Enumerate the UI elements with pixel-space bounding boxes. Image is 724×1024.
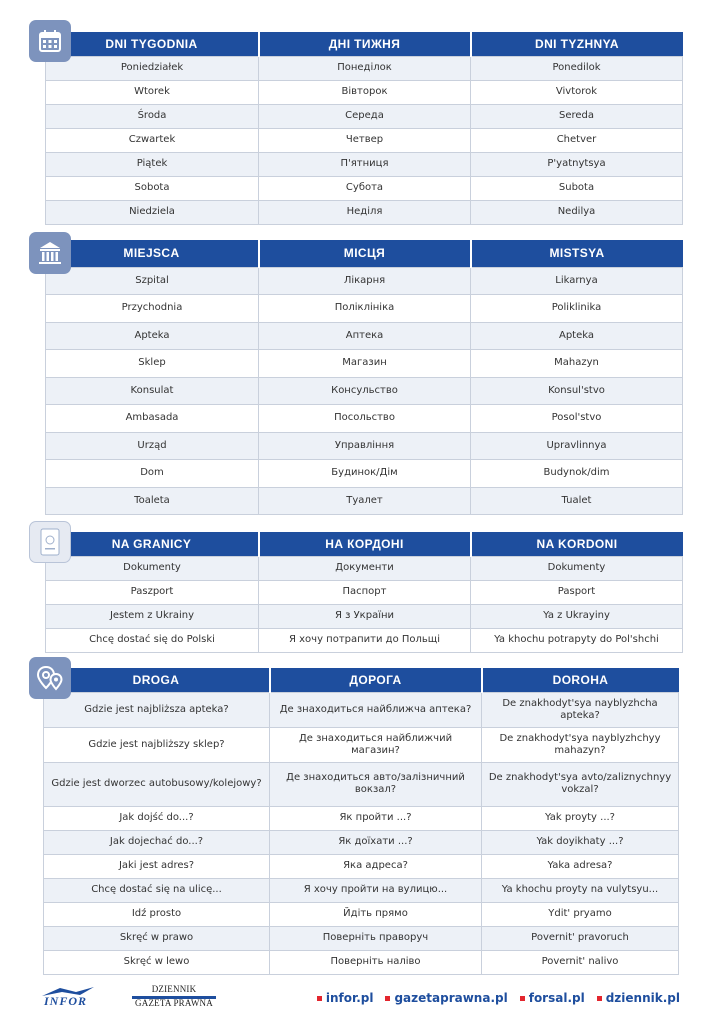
cell-translit: De znakhodyt'sya avto/zaliznychnyy vokzal? (482, 762, 679, 806)
header-pl: DNI TYGODNIA (46, 32, 259, 56)
cell-pl: Skręć w prawo (44, 926, 270, 950)
table-row (44, 854, 679, 878)
link-dziennik-label: dziennik.pl (605, 991, 680, 1005)
cell-translit: Yaka adresa? (482, 854, 679, 878)
cell-pl: Jestem z Ukrainy (46, 604, 259, 628)
header-pl: DROGA (44, 668, 270, 692)
cell-pl: Chcę dostać się do Polski (46, 628, 259, 652)
cell-ua: Субота (259, 176, 471, 200)
table-row (46, 350, 683, 378)
link-forsal-label: forsal.pl (528, 991, 585, 1005)
table-row (46, 128, 683, 152)
cell-ua: Туалет (259, 487, 471, 515)
cell-pl: Jak dojechać do...? (44, 830, 270, 854)
cell-translit: Konsul'stvo (471, 377, 683, 405)
cell-ua: Вівторок (259, 80, 471, 104)
cell-pl: Toaleta (46, 487, 259, 515)
link-forsal[interactable] (520, 991, 585, 1005)
header-translit: NA KORDONI (471, 532, 683, 556)
header-translit: DOROHA (482, 668, 679, 692)
cell-ua: Де знаходиться авто/залізничний вокзал? (270, 762, 482, 806)
cell-pl: Gdzie jest najbliższa apteka? (44, 692, 270, 727)
dgp-logo (132, 984, 216, 1012)
bullet-square-icon (597, 996, 602, 1001)
map-pin-icon (29, 657, 71, 699)
cell-ua: Лікарня (259, 267, 471, 295)
cell-ua: Я хочу потрапити до Польщі (259, 628, 471, 652)
link-infor-label: infor.pl (325, 991, 374, 1005)
table-row (44, 727, 679, 762)
cell-pl: Środa (46, 104, 259, 128)
cell-ua: Де знаходиться найближча аптека? (270, 692, 482, 727)
cell-ua: Поверніть наліво (270, 950, 482, 974)
header-pl: MIEJSCA (46, 240, 259, 267)
cell-pl: Gdzie jest najbliższy sklep? (44, 727, 270, 762)
table-days (45, 32, 683, 225)
cell-ua: Як пройти ...? (270, 806, 482, 830)
table-row (46, 267, 683, 295)
cell-translit: Ya z Ukrayiny (471, 604, 683, 628)
table-row (46, 295, 683, 323)
cell-ua: Будинок/Дім (259, 460, 471, 488)
footer-links (317, 991, 680, 1005)
calendar-icon (29, 20, 71, 62)
table-row (46, 487, 683, 515)
header-ua: ДНІ ТИЖНЯ (259, 32, 471, 56)
table-row (44, 902, 679, 926)
table-row (46, 200, 683, 224)
table-row (44, 926, 679, 950)
cell-translit: Chetver (471, 128, 683, 152)
cell-ua: Аптека (259, 322, 471, 350)
cell-pl: Idź prosto (44, 902, 270, 926)
cell-ua: Я хочу пройти на вулицю... (270, 878, 482, 902)
cell-ua: Середа (259, 104, 471, 128)
cell-translit: Ya khochu proyty na vulytsyu... (482, 878, 679, 902)
table-directions (43, 668, 679, 975)
header-ua: ДОРОГА (270, 668, 482, 692)
cell-translit: Povernit' nalivo (482, 950, 679, 974)
cell-ua: Паспорт (259, 580, 471, 604)
table-row (46, 104, 683, 128)
table-row (44, 878, 679, 902)
cell-pl: Poniedziałek (46, 56, 259, 80)
cell-translit: Subota (471, 176, 683, 200)
table-row (46, 322, 683, 350)
cell-ua: Понеділок (259, 56, 471, 80)
cell-pl: Przychodnia (46, 295, 259, 323)
cell-ua: Як доїхати ...? (270, 830, 482, 854)
cell-ua: Я з України (259, 604, 471, 628)
link-gazetaprawna-label: gazetaprawna.pl (394, 991, 508, 1005)
cell-pl: Sobota (46, 176, 259, 200)
cell-translit: Apteka (471, 322, 683, 350)
header-translit: MISTSYA (471, 240, 683, 267)
cell-pl: Paszport (46, 580, 259, 604)
cell-translit: Likarnya (471, 267, 683, 295)
cell-pl: Dom (46, 460, 259, 488)
link-gazetaprawna[interactable] (385, 991, 507, 1005)
table-row (46, 460, 683, 488)
cell-translit: Tualet (471, 487, 683, 515)
cell-translit: Mahazyn (471, 350, 683, 378)
table-row (46, 405, 683, 433)
cell-ua: Де знаходиться найближчий магазин? (270, 727, 482, 762)
table-border (45, 532, 683, 653)
cell-pl: Apteka (46, 322, 259, 350)
header-pl: NA GRANICY (46, 532, 259, 556)
table-row (46, 176, 683, 200)
cell-pl: Dokumenty (46, 556, 259, 580)
cell-translit: Nedilya (471, 200, 683, 224)
cell-translit: Ya khochu potrapyty do Pol'shchi (471, 628, 683, 652)
cell-ua: Магазин (259, 350, 471, 378)
cell-ua: Документи (259, 556, 471, 580)
table-row (46, 556, 683, 580)
table-row (46, 604, 683, 628)
cell-translit: Yak proyty ...? (482, 806, 679, 830)
cell-pl: Sklep (46, 350, 259, 378)
cell-ua: Поверніть праворуч (270, 926, 482, 950)
cell-pl: Chcę dostać się na ulicę... (44, 878, 270, 902)
cell-translit: De znakhodyt'sya nayblyzhcha apteka? (482, 692, 679, 727)
cell-translit: Pasport (471, 580, 683, 604)
cell-translit: Poliklinika (471, 295, 683, 323)
cell-ua: П'ятниця (259, 152, 471, 176)
table-row (46, 580, 683, 604)
cell-pl: Jak dojść do...? (44, 806, 270, 830)
table-row (44, 762, 679, 806)
cell-translit: Ydit' pryamo (482, 902, 679, 926)
cell-pl: Czwartek (46, 128, 259, 152)
cell-translit: Povernit' pravoruch (482, 926, 679, 950)
table-row (44, 830, 679, 854)
cell-translit: Dokumenty (471, 556, 683, 580)
table-row (46, 80, 683, 104)
cell-ua: Четвер (259, 128, 471, 152)
cell-ua: Управління (259, 432, 471, 460)
table-row (46, 628, 683, 652)
cell-pl: Urząd (46, 432, 259, 460)
cell-translit: Vivtorok (471, 80, 683, 104)
table-places (45, 240, 683, 515)
cell-pl: Ambasada (46, 405, 259, 433)
dgp-logo-line2: GAZETA PRAWNA (135, 998, 213, 1008)
cell-ua: Консульство (259, 377, 471, 405)
cell-pl: Wtorek (46, 80, 259, 104)
cell-translit: Posol'stvo (471, 405, 683, 433)
bullet-square-icon (317, 996, 322, 1001)
cell-translit: Ponedilok (471, 56, 683, 80)
cell-translit: De znakhodyt'sya nayblyzhchyy mahazyn? (482, 727, 679, 762)
cell-pl: Szpital (46, 267, 259, 295)
cell-pl: Konsulat (46, 377, 259, 405)
bullet-square-icon (520, 996, 525, 1001)
cell-translit: Sereda (471, 104, 683, 128)
cell-pl: Niedziela (46, 200, 259, 224)
cell-ua: Яка адреса? (270, 854, 482, 878)
cell-pl: Skręć w lewo (44, 950, 270, 974)
cell-ua: Поліклініка (259, 295, 471, 323)
bullet-square-icon (385, 996, 390, 1001)
building-icon (29, 232, 71, 274)
cell-ua: Неділя (259, 200, 471, 224)
infor-logo-text: INFOR (44, 994, 88, 1008)
footer (0, 978, 724, 1018)
table-row (46, 377, 683, 405)
passport-icon (29, 521, 71, 563)
cell-pl: Piątek (46, 152, 259, 176)
cell-translit: Upravlinnya (471, 432, 683, 460)
cell-ua: Йдіть прямо (270, 902, 482, 926)
link-dziennik[interactable] (597, 991, 680, 1005)
table-row (46, 56, 683, 80)
cell-translit: Yak doyikhaty ...? (482, 830, 679, 854)
header-ua: НА КОРДОНІ (259, 532, 471, 556)
header-translit: DNI TYZHNYA (471, 32, 683, 56)
table-row (44, 950, 679, 974)
table-row (46, 432, 683, 460)
cell-ua: Посольство (259, 405, 471, 433)
header-ua: МІСЦЯ (259, 240, 471, 267)
cell-translit: Budynok/dim (471, 460, 683, 488)
cell-pl: Gdzie jest dworzec autobusowy/kolejowy? (44, 762, 270, 806)
table-row (44, 692, 679, 727)
table-row (44, 806, 679, 830)
cell-pl: Jaki jest adres? (44, 854, 270, 878)
table-row (46, 152, 683, 176)
dgp-logo-line1: DZIENNIK (151, 984, 197, 994)
link-infor[interactable] (317, 991, 374, 1005)
cell-translit: P'yatnytsya (471, 152, 683, 176)
